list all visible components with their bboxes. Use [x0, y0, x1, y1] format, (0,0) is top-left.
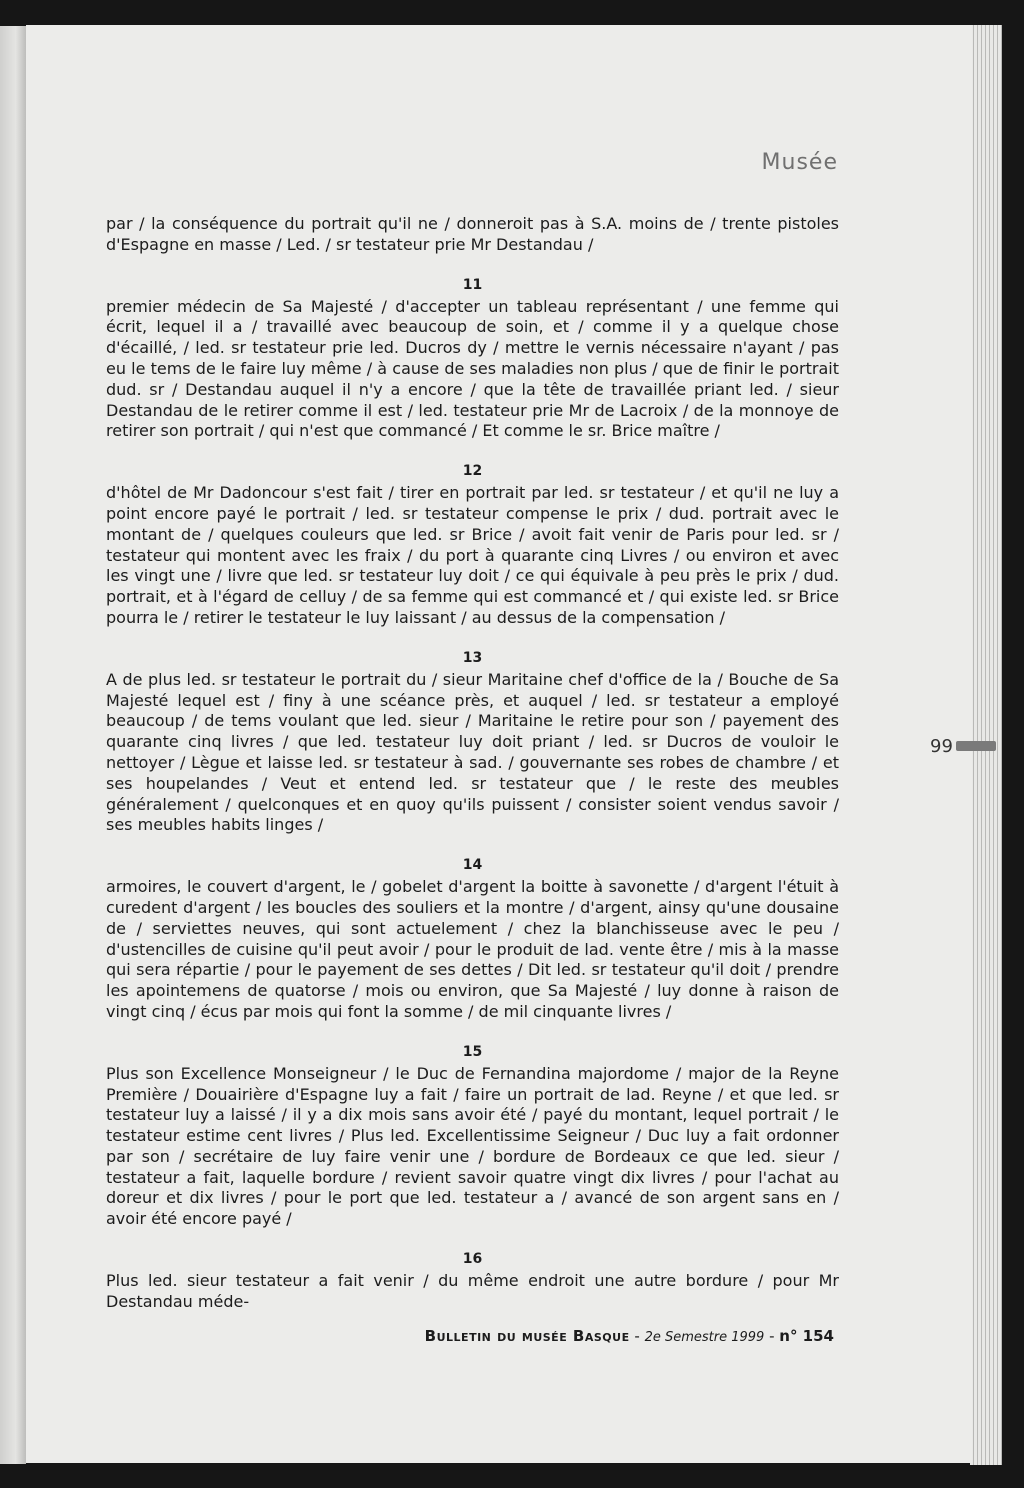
- paragraph: armoires, le couvert d'argent, le / gobelet d'argent la boitte à savonette / d'argent l'étuit à curedent d'argent / les boucles des souliers et la montre / d'argent, ainsy qu'une dousaine de / serviettes neuves, qui sont actuelement / chez la blanchisseuse avec le peu / d'ustencilles de cuisine qu'il peut avoir / pour le produit de lad. vente être / mis à la masse qui sera répartie / pour le payement de ses dettes / Dit led. sr testateur qu'il doit / prendre les apointemens de quatorse / mois ou environ, que Sa Majesté / luy donne à raison de vingt cinq / écus par mois qui font la somme / de mil cinquante livres /: [106, 877, 839, 1021]
- footer: [425, 1327, 834, 1345]
- paragraph: premier médecin de Sa Majesté / d'accepter un tableau représentant / une femme qui écrit, lequel il a / travaillé avec beaucoup de soin, et / comme il y a quelque chose d'écaillé, / led. sr testateur prie led. Ducros dy / mettre le vernis nécessaire n'ayant / pas eu le tems de le faire luy même / à cause de ses maladies non plus / que de finir le portrait dud. sr / Destandau auquel il n'y a encore / que la tête de travaillée priant led. / sieur Destandau de le retirer comme il est / led. testateur prie Mr de Lacroix / de la monnoye de retirer son portrait / qui n'est que commancé / Et comme le sr. Brice maître /: [106, 296, 839, 441]
- section-number: 13: [462, 649, 483, 666]
- paragraph: Plus son Excellence Monseigneur / le Duc de Fernandina majordome / major de la Reyne Première / Douairière d'Espagne luy a fait / faire un portrait de lad. Reyne / et que led. sr testateur luy a laissé / il y a dix mois sans avoir été / payé du montant, lequel portrait / le testateur estime cent livres / Plus led. Excellentissime Seigneur / Duc luy a fait ordonner par son / secrétaire de luy faire venir une / bordure de Bordeaux ce que led. sieur / testateur a fait, laquelle bordure / revient savoir quatre vingt dix livres / pour l'achat au doreur et dix livres / pour le port que led. testateur a / avancé de son argent sans en / avoir été encore payé /: [106, 1063, 839, 1229]
- footer-semester-label: Semestre 1999: [664, 1330, 765, 1345]
- section-number: 15: [462, 1043, 483, 1060]
- footer-separator: -: [764, 1327, 780, 1345]
- section-number: 11: [462, 276, 483, 293]
- paragraph: Plus led. sieur testateur a fait venir / du même endroit une autre bordure / pour Mr Destandau méde-: [106, 1271, 839, 1311]
- paragraph: par / la conséquence du portrait qu'il ne / donneroit pas à S.A. moins de / trente pistoles d'Espagne en masse / Led. / sr testateur prie Mr Destandau /: [106, 214, 839, 254]
- footer-semester: [645, 1330, 765, 1345]
- section-number: 14: [462, 857, 483, 874]
- page-tab-marker: [956, 741, 996, 751]
- paragraph: A de plus led. sr testateur le portrait du / sieur Maritaine chef d'office de la / Bouche de Sa Majesté lequel est / finy à une scéance près, et auquel / led. sr testateur a employé beaucoup / de tems voulant que led. sieur / Maritaine le retire pour son / payement des quarante cinq livres / que led. testateur luy doit priant / led. sr Ducros de vouloir le nettoyer / Lègue et laisse led. sr testateur à sad. / gouvernante ses robes de chambre / et ses houpelandes / Veut et entend led. sr testateur que / le reste des meubles généralement / quelconques et en quoy qu'ils puissent / consister soient vendus savoir / ses meubles habits linges /: [106, 669, 839, 835]
- previous-page-edge: [0, 26, 26, 1464]
- footer-issue: n° 154: [779, 1327, 834, 1345]
- footer-bulletin: Bulletin du musée Basque: [424, 1327, 630, 1345]
- section-title: Musée: [761, 150, 838, 175]
- paragraph: d'hôtel de Mr Dadoncour s'est fait / tirer en portrait par led. sr testateur / et qu'il ne luy a point encore payé le portrait / led. sr testateur compense le prix / dud. portrait avec le montant de / quelques couleurs que led. sr Brice / avoit fait venir de Paris pour led. sr / testateur qui montent avec les fraix / du port à quarante cinq Livres / ou environ et avec les vingt une / livre que led. sr testateur luy doit / ce qui équivale à peu près le prix / dud. portrait, et à l'égard de celluy / de sa femme qui est commancé et / qui existe led. sr Brice pourra le / retirer le testateur le luy laissant / au dessus de la compensation /: [106, 483, 839, 627]
- page-number: 99: [930, 736, 953, 757]
- main-text: [106, 214, 839, 1313]
- footer-semester-number: 2e: [644, 1330, 661, 1345]
- footer-separator: -: [629, 1327, 645, 1345]
- section-number: 16: [462, 1251, 483, 1268]
- section-number: 12: [462, 463, 483, 480]
